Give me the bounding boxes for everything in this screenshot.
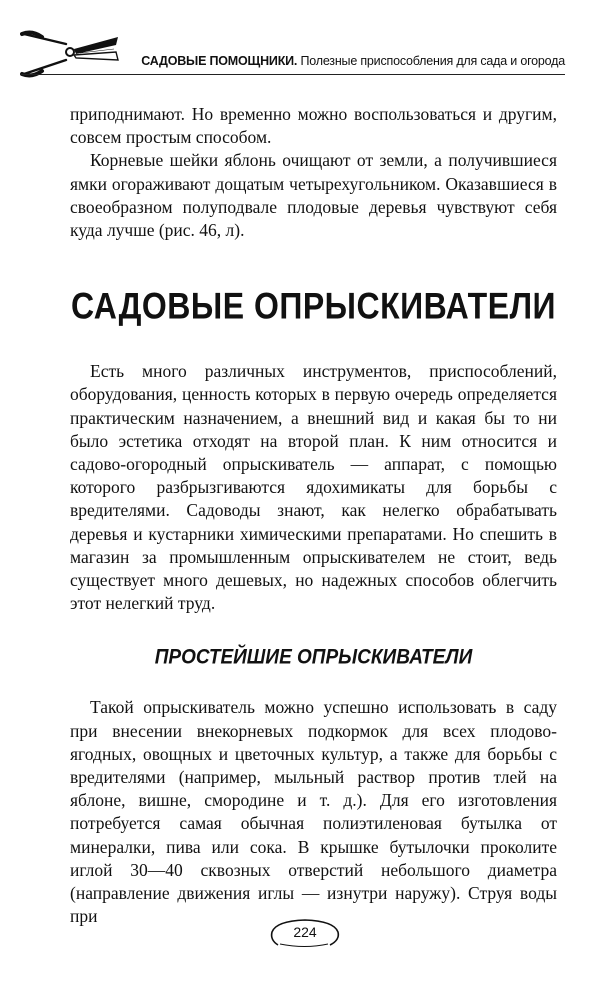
intro-paragraph-1: приподнимают. Но временно можно воспользоваться и другим, совсем простым способом.	[70, 104, 557, 148]
page-header	[20, 30, 565, 80]
running-head	[141, 54, 565, 68]
running-head-subtitle: Полезные приспособления для сада и огорода	[300, 54, 565, 68]
garden-shears-icon	[20, 30, 120, 78]
section-title: ПРОСТЕЙШИЕ ОПРЫСКИВАТЕЛИ	[154, 646, 473, 670]
running-head-section: САДОВЫЕ ПОМОЩНИКИ.	[141, 54, 298, 68]
section-paragraph: Такой опрыскиватель можно успешно использовать в саду при внесении внекорневых подкормок для всех плодово-ягодных, овощных и цветочных культур, а также для борьбы с вредителями (например, мыльный раствор против тлей на яблоне, вишне, смородине и т. д.). Для его изготовления потребуется самая обычная полиэтиленовая бутылка от минералки, пива или сока. В крышке бутылочки проколите иглой 30—40 сквозных отверстий небольшого диаметра (направление движения иглы — изнутри наружу). Струя воды при	[70, 697, 557, 927]
page-number-text: 224	[293, 924, 317, 940]
page-number	[268, 918, 342, 948]
chapter-title: САДОВЫЕ ОПРЫСКИВАТЕЛИ	[70, 285, 557, 327]
chapter-paragraph: Есть много различных инструментов, приспособлений, оборудования, ценность которых в первую очередь определяется практическим назначением, а внешний вид и какая бы то ни было эстетика отходят на второй план. К ним относится и садово-огородный опрыскиватель — аппарат, с помощью которого разбрызгиваются ядохимикаты для борьбы с вредителями. Садоводы знают, как нелегко обрабатывать деревья и кустарники химическими препаратами. Но спешить в магазин за промышленным опрыскивателем не стоит, ведь существует много дешевых, но надежных способов облегчить этот нелегкий труд.	[70, 361, 557, 614]
intro-paragraph-2: Корневые шейки яблонь очищают от земли, а получившиеся ямки огораживают дощатым четырехугольником. Оказавшиеся в своеобразном полуподвале плодовые деревья чувствуют себя куда лучше (рис. 46, л).	[70, 150, 557, 241]
page-content	[70, 103, 557, 928]
header-rule	[20, 74, 565, 75]
